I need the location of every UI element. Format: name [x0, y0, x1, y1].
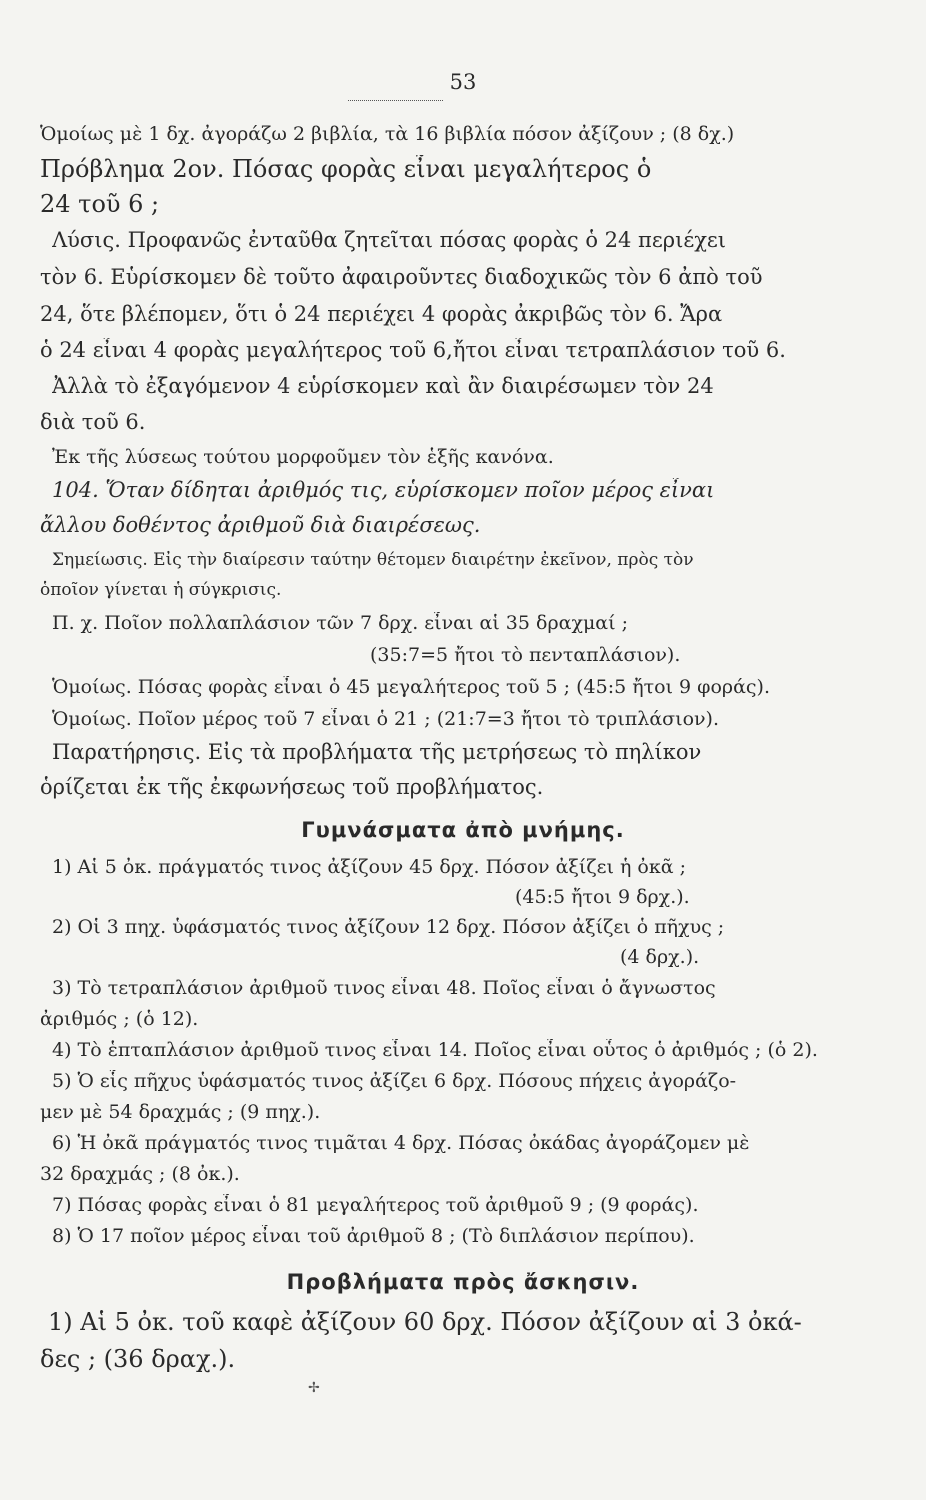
- page-number-rule: [348, 100, 443, 101]
- example-line: Π. χ. Ποῖον πολλαπλάσιον τῶν 7 δρχ. εἶναι αἱ 35 δραχμαί ;: [52, 612, 629, 634]
- exercise-item: 2) Οἱ 3 πηχ. ὑφάσματός τινος ἀξίζουν 12 δρχ. Πόσον ἀξίζει ὁ πῆχυς ;: [52, 916, 725, 938]
- rule-line: ἄλλου δοθέντος ἀριθμοῦ διὰ διαιρέσεως.: [40, 513, 481, 537]
- remark-line: ὁρίζεται ἐκ τῆς ἐκφωνήσεως τοῦ προβλήματος.: [40, 775, 544, 799]
- text-line: Ἀλλὰ τὸ ἐξαγόμενον 4 εὑρίσκομεν καὶ ἂν διαιρέσωμεν τὸν 24: [52, 374, 714, 398]
- separator-mark: ✢: [308, 1380, 320, 1396]
- exercise-item: 4) Τὸ ἑπταπλάσιον ἀριθμοῦ τινος εἶναι 14. Ποῖος εἶναι οὗτος ὁ ἀριθμός ; (ὁ 2).: [52, 1039, 818, 1061]
- exercise-item: 3) Τὸ τετραπλάσιον ἀριθμοῦ τινος εἶναι 48. Ποῖος εἶναι ὁ ἄγνωστος: [52, 977, 716, 999]
- text-line: 24, ὅτε βλέπομεν, ὅτι ὁ 24 περιέχει 4 φορὰς ἀκριβῶς τὸν 6. Ἄρα: [40, 302, 723, 326]
- exercise-item: 7) Πόσας φορὰς εἶναι ὁ 81 μεγαλήτερος τοῦ ἀριθμοῦ 9 ; (9 φοράς).: [52, 1194, 699, 1216]
- exercise-answer: (45:5 ἤτοι 9 δρχ.).: [515, 886, 690, 908]
- practice-item: δες ; (36 δραχ.).: [40, 1345, 236, 1373]
- exercise-item: μεν μὲ 54 δραχμάς ; (9 πηχ.).: [40, 1101, 321, 1123]
- problem-heading-line: Πρόβλημα 2ον. Πόσας φορὰς εἶναι μεγαλήτερος ὁ: [40, 155, 652, 183]
- example-answer: (35:7=5 ἤτοι τὸ πενταπλάσιον).: [370, 644, 681, 666]
- remark-line: Παρατήρησις. Εἰς τὰ προβλήματα τῆς μετρήσεως τὸ πηλίκον: [52, 740, 702, 764]
- rule-line: 104. Ὅταν δίδηται ἀριθμός τις, εὑρίσκομεν ποῖον μέρος εἶναι: [52, 478, 715, 502]
- page-number: 53: [449, 70, 477, 94]
- exercise-item: ἀριθμός ; (ὁ 12).: [40, 1008, 199, 1030]
- text-line: Ὁμοίως μὲ 1 δχ. ἀγοράζω 2 βιβλία, τὰ 16 βιβλία πόσον ἀξίζουν ; (8 δχ.): [40, 123, 735, 145]
- exercise-item: 6) Ἡ ὀκᾶ πράγματός τινος τιμᾶται 4 δρχ. Πόσας ὀκάδας ἀγοράζομεν μὲ: [52, 1132, 750, 1154]
- text-line: διὰ τοῦ 6.: [40, 410, 146, 434]
- exercise-item: 5) Ὁ εἷς πῆχυς ὑφάσματός τινος ἀξίζει 6 δρχ. Πόσους πήχεις ἀγοράζο-: [52, 1070, 737, 1092]
- example-line: Ὁμοίως. Πόσας φορὰς εἶναι ὁ 45 μεγαλήτερος τοῦ 5 ; (45:5 ἤτοι 9 φοράς).: [52, 676, 771, 698]
- text-line: Λύσις. Προφανῶς ἐνταῦθα ζητεῖται πόσας φορὰς ὁ 24 περιέχει: [52, 228, 727, 252]
- text-line: Ἐκ τῆς λύσεως τούτου μορφοῦμεν τὸν ἑξῆς κανόνα.: [52, 446, 554, 468]
- exercise-item: 32 δραχμάς ; (8 ὀκ.).: [40, 1163, 240, 1185]
- note-line: ὁποῖον γίνεται ἡ σύγκρισις.: [40, 580, 282, 600]
- exercise-answer: (4 δρχ.).: [620, 946, 700, 968]
- exercise-item: 1) Αἱ 5 ὀκ. πράγματός τινος ἀξίζουν 45 δρχ. Πόσον ἀξίζει ἡ ὀκᾶ ;: [52, 856, 686, 878]
- practice-item: 1) Αἱ 5 ὀκ. τοῦ καφὲ ἀξίζουν 60 δρχ. Πόσον ἀξίζουν αἱ 3 ὀκά-: [48, 1308, 802, 1336]
- note-line: Σημείωσις. Εἰς τὴν διαίρεσιν ταύτην θέτομεν διαιρέτην ἐκεῖνον, πρὸς τὸν: [52, 550, 694, 570]
- exercise-item: 8) Ὁ 17 ποῖον μέρος εἶναι τοῦ ἀριθμοῦ 8 ; (Τὸ διπλάσιον περίπου).: [52, 1225, 695, 1247]
- text-line: 24 τοῦ 6 ;: [40, 190, 160, 218]
- exercises-heading: Γυμνάσματα ἀπὸ μνήμης.: [301, 818, 625, 842]
- example-line: Ὁμοίως. Ποῖον μέρος τοῦ 7 εἶναι ὁ 21 ; (21:7=3 ἤτοι τὸ τριπλάσιον).: [52, 708, 720, 730]
- practice-heading: Προβλήματα πρὸς ἄσκησιν.: [286, 1270, 640, 1294]
- text-line: ὁ 24 εἶναι 4 φορὰς μεγαλήτερος τοῦ 6,ἤτοι εἶναι τετραπλάσιον τοῦ 6.: [40, 338, 786, 362]
- text-line: τὸν 6. Εὑρίσκομεν δὲ τοῦτο ἀφαιροῦντες διαδοχικῶς τὸν 6 ἀπὸ τοῦ: [40, 265, 763, 289]
